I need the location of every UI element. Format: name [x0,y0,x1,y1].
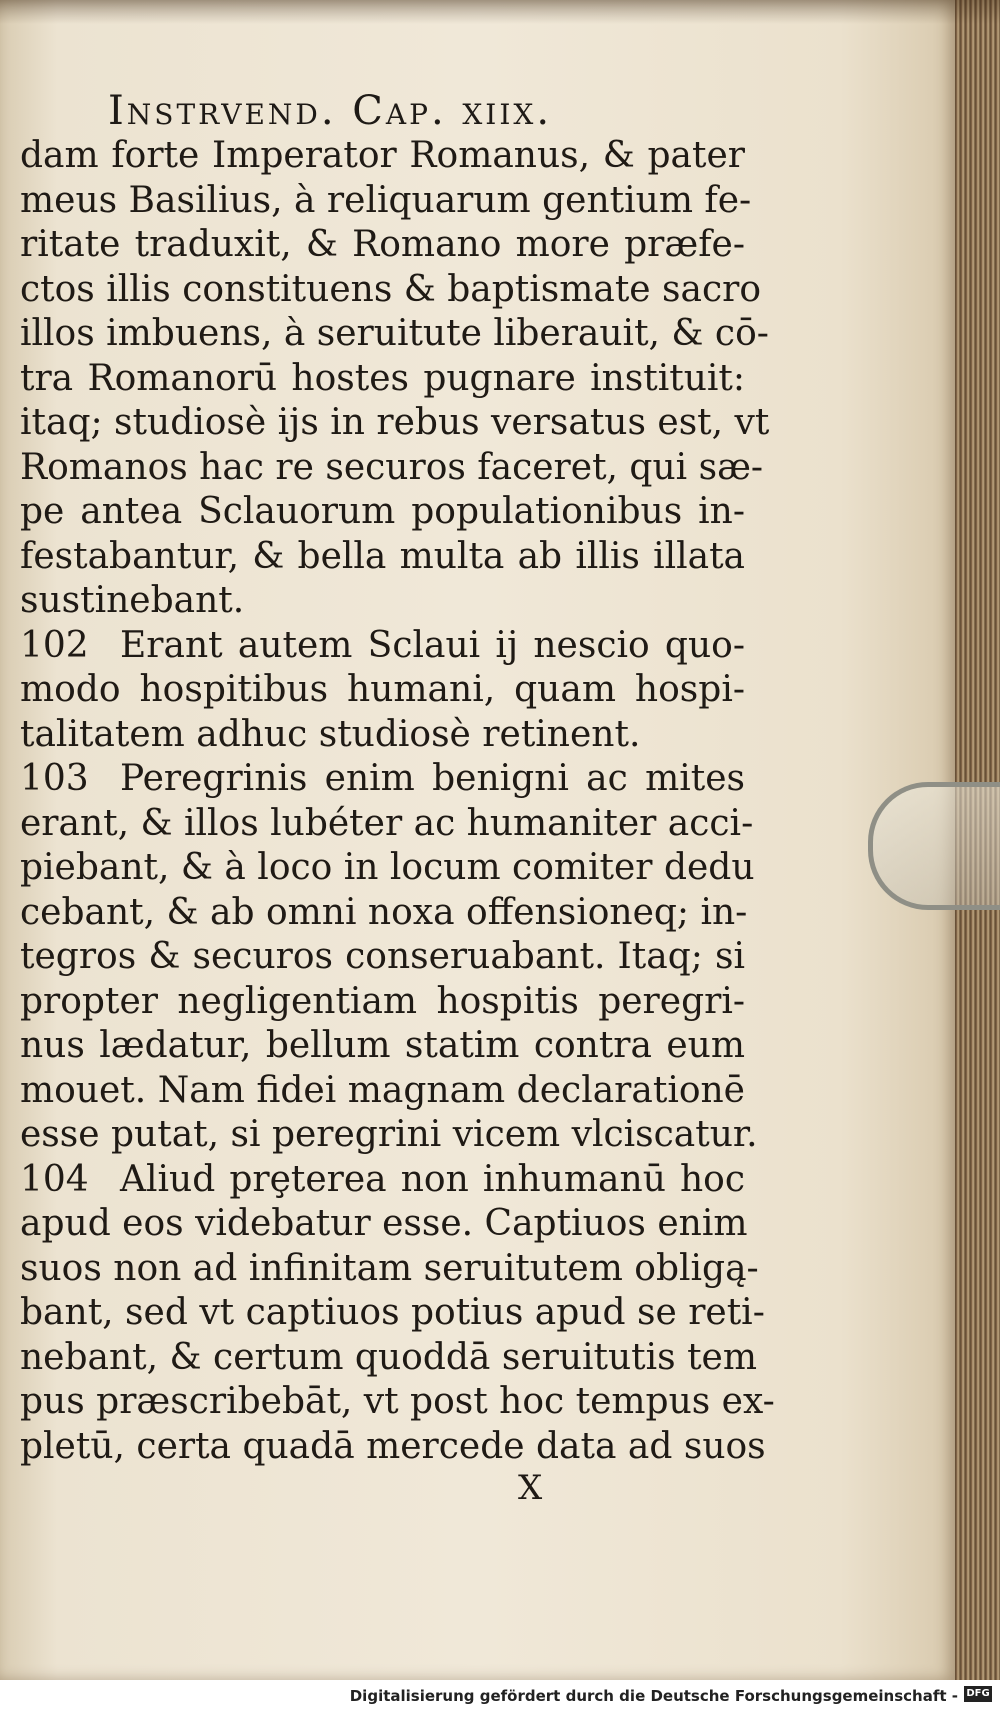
text-line: ritate traduxit, & Romano more præfe- [20,224,745,265]
paragraph-number: 104 [20,1158,89,1200]
text-line: cebant, & ab omni noxa offensioneq; in- [20,891,748,933]
text-line: Peregrinis enim benigni ac mites [120,758,745,799]
text-line: nus lædatur, bellum statim contra eum [20,1025,745,1066]
paragraph-104 [20,1158,745,1203]
text-line: tra Romanorū hostes pugnare instituit: [20,357,745,399]
text-line: propter negligentiam hospitis peregri- [20,980,745,1022]
text-line: itaq; studiosè ijs in rebus versatus est, vt [20,402,770,443]
top-shadow [0,0,1000,24]
page-clip [868,782,1000,910]
signature-mark: X [518,1468,543,1508]
text-line: Erant autem Sclaui ij nescio quo- [120,624,745,666]
text-line: sustinebant. [20,580,245,621]
paragraph-number: 102 [20,624,89,666]
text-line: bant, sed vt captiuos potius apud se reti- [20,1292,765,1333]
text-line: piebant, & à loco in locum comiter dedu [20,847,755,888]
text-line: pe antea Sclauorum populationibus in- [20,491,745,532]
text-line: mouet. Nam fidei magnam declarationē [20,1069,745,1111]
text-line: nebant, & certum quoddā seruitutis tem [20,1336,757,1378]
text-line: modo hospitibus humani, quam hospi- [20,669,745,710]
paragraph-103 [20,757,745,802]
text-line: festabantur, & bella multa ab illis illata [20,535,745,577]
paragraph-number: 103 [20,758,89,799]
text-line: talitatem adhuc studiosè retinent. [20,713,641,755]
text-line: pus præscribebāt, vt post hoc tempus ex- [20,1381,775,1422]
footer-credit: Digitalisierung gefördert durch die Deutsche Forschungsgemeinschaft - [349,1687,958,1705]
text-line: dam forte Imperator Romanus, & pater [20,135,745,176]
text-line: illos imbuens, à seruitute liberauit, & cō- [20,313,769,354]
digitization-footer [0,1680,1000,1710]
text-line: pletū, certa quadā mercede data ad suos [20,1425,766,1467]
text-line: erant, & illos lubéter ac humaniter acci- [20,802,754,844]
dfg-logo: DFG [964,1686,992,1702]
text-line: esse putat, si peregrini vicem vlciscatur. [20,1114,758,1155]
text-line: Romanos hac re securos faceret, qui sæ- [20,446,764,488]
text-line: Aliud prȩterea non inhumanū hoc [120,1158,745,1200]
text-line: ctos illis constituens & baptismate sacro [20,268,762,310]
running-head: Instrvend. Cap. xiix. [108,88,553,134]
text-line: apud eos videbatur esse. Captiuos enim [20,1203,748,1244]
paragraph-102 [20,624,745,669]
main-text [20,134,775,1469]
text-line: tegros & securos conseruabant. Itaq; si [20,936,745,977]
text-line: meus Basilius, à reliquarum gentium fe- [20,179,752,221]
text-line: suos non ad infinitam seruitutem obligą- [20,1247,759,1289]
